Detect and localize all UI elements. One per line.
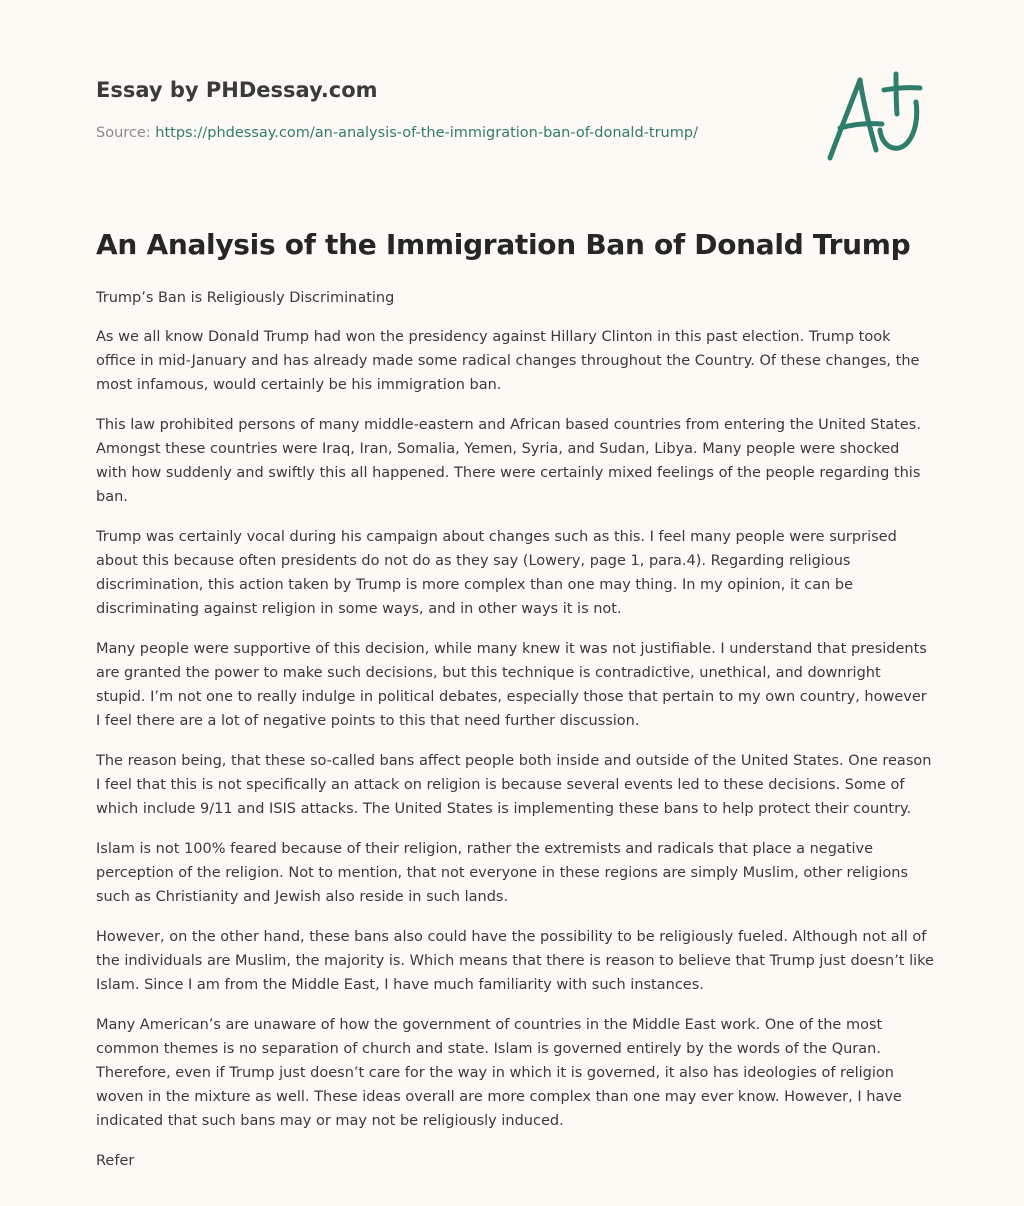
source-label: Source: [96, 125, 156, 141]
essay-title: An Analysis of the Immigration Ban of Donald Trump [96, 228, 911, 261]
essay-paragraph: Islam is not 100% feared because of their religion, rather the extremists and radicals that place a negative perception of the religion. Not to mention, that not everyone in these regions are simply Muslim, other religions such as Christianity and Jewish also reside in such lands. [96, 841, 909, 905]
essay-paragraph: Many American’s are unaware of how the government of countries in the Middle East work. One of the most common themes is no separation of church and state. Islam is governed entirely by the words of the Quran. Therefore, even if Trump just doesn’t care for the way in which it is governed, it also has ideologies of religion woven in the mixture as well. These ideas overall are more complex than one may ever know. However, I have indicated that such bans may or may not be religiously induced. [96, 1017, 902, 1129]
brand-title: Essay by PHDessay.com [96, 78, 378, 102]
essay-subtitle: Trump’s Ban is Religiously Discriminating [96, 290, 395, 306]
a-plus-logo-icon [820, 66, 930, 166]
essay-paragraph: Many people were supportive of this decision, while many knew it was not justifiable. I understand that presidents are granted the power to make such decisions, but this technique is contradictive, unethical, and downright stupid. I’m not one to really indulge in political debates, especially those that pertain to my own country, however I feel there are a lot of negative points to this that need further discussion. [96, 641, 927, 729]
essay-paragraph: The reason being, that these so-called bans affect people both inside and outside of the United States. One reason I feel that this is not specifically an attack on religion is because several events led to these decisions. Some of which include 9/11 and ISIS attacks. The United States is implementing these bans to help protect their country. [96, 753, 932, 817]
essay-paragraph: This law prohibited persons of many middle-eastern and African based countries from entering the United States. Amongst these countries were Iraq, Iran, Somalia, Yemen, Syria, and Sudan, Libya. Many people were shocked with how suddenly and swiftly this all happened. There were certainly mixed feelings of the people regarding this ban. [96, 417, 921, 505]
essay-header [96, 76, 796, 143]
source-link[interactable]: https://phdessay.com/an-analysis-of-the-immigration-ban-of-donald-trump/ [155, 125, 698, 141]
essay-paragraph: Trump was certainly vocal during his campaign about changes such as this. I feel many people were surprised about this because often presidents do not do as they say (Lowery, page 1, para.4). Regarding religious discrimination, this action taken by Trump is more complex than one may thing. In my opinion, it can be discriminating against religion in some ways, and in other ways it is not. [96, 529, 897, 617]
essay-paragraph: As we all know Donald Trump had won the presidency against Hillary Clinton in this past election. Trump took office in mid-January and has already made some radical changes throughout the Country. Of these changes, the most infamous, would certainly be his immigration ban. [96, 329, 920, 393]
essay-paragraph: However, on the other hand, these bans also could have the possibility to be religiously fueled. Although not all of the individuals are Muslim, the majority is. Which means that there is reason to believe that Trump just doesn’t like Islam. Since I am from the Middle East, I have much familiarity with such instances. [96, 929, 934, 993]
source-line [96, 123, 796, 143]
essay-content [96, 226, 934, 1173]
references-heading: Refer [96, 1153, 135, 1169]
